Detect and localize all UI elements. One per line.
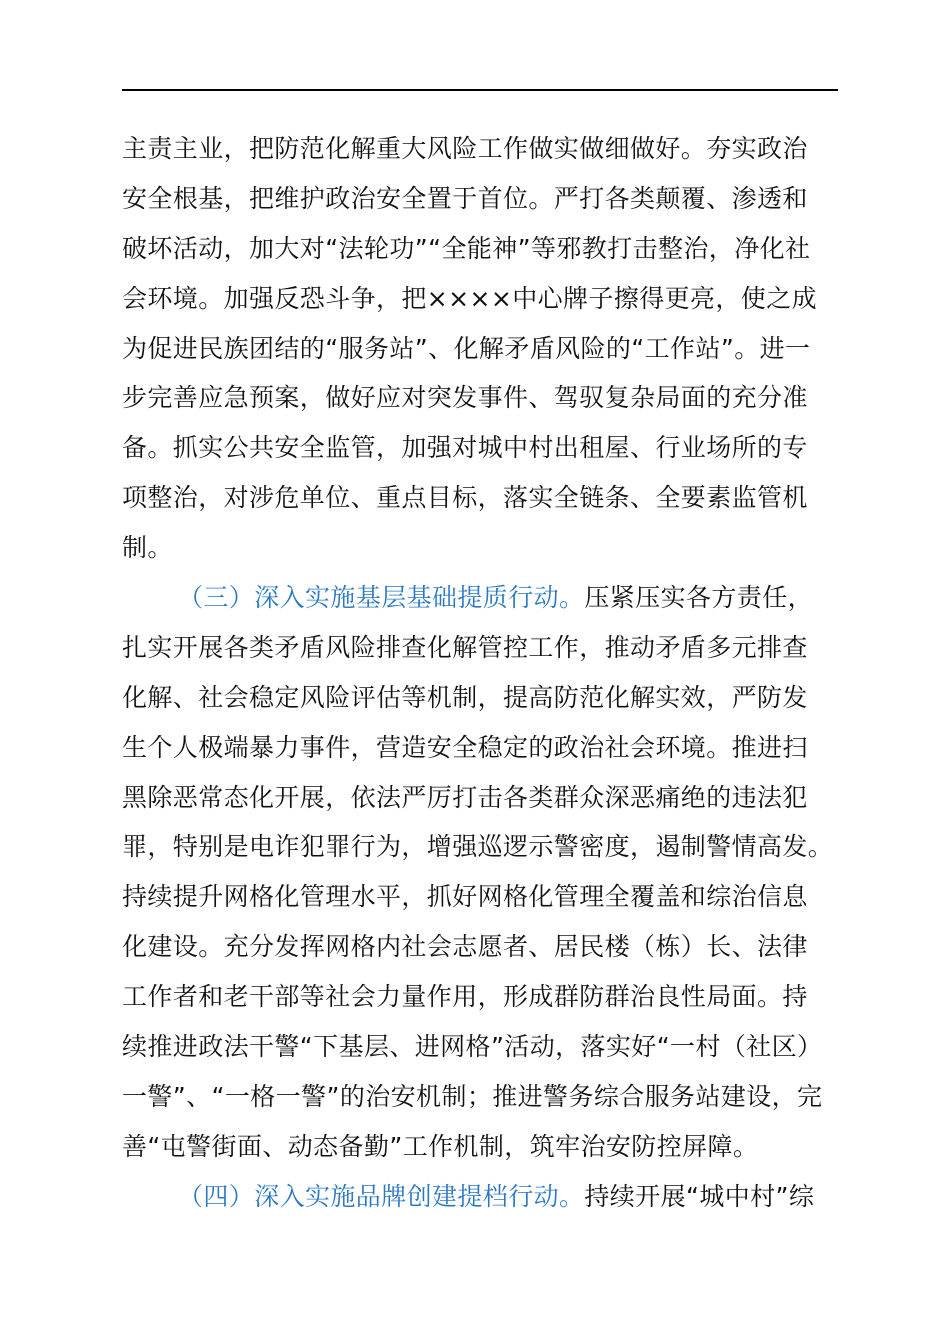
text-line (122, 523, 838, 573)
line-text: 会环境。加强反恐斗争，把××××中心牌子擦得更亮，使之成 (122, 283, 817, 313)
text-line (122, 1072, 838, 1122)
text-line (122, 872, 838, 922)
line-text: 安全根基，把维护政治安全置于首位。严打各类颠覆、渗透和 (122, 183, 808, 213)
line-text: 项整治，对涉危单位、重点目标，落实全链条、全要素监管机 (122, 483, 808, 513)
text-line (122, 773, 838, 823)
line-text: 黑除恶常态化开展，依法严厉打击各类群众深恶痛绝的违法犯 (122, 782, 808, 812)
line-text: 为促进民族团结的“服务站”、化解矛盾风险的“工作站”。进一 (122, 333, 811, 363)
text-line (122, 274, 838, 324)
line-text: 步完善应急预案，做好应对突发事件、驾驭复杂局面的充分准 (122, 383, 808, 413)
text-line (122, 373, 838, 423)
line-text: 破坏活动，加大对“法轮功”“全能神”等邪教打击整治，净化社 (122, 233, 811, 263)
section-heading: （四）深入实施品牌创建提档行动。 (178, 1181, 585, 1211)
text-line (122, 623, 838, 673)
text-line (122, 1122, 838, 1172)
line-text: 备。抓实公共安全监管，加强对城中村出租屋、行业场所的专 (122, 433, 808, 463)
line-text: 制。 (122, 533, 173, 563)
section-heading: （三）深入实施基层基础提质行动。 (178, 583, 585, 613)
line-text: 工作者和老干部等社会力量作用，形成群防群治良性局面。持 (122, 982, 808, 1012)
line-text: 生个人极端暴力事件，营造安全稳定的政治社会环境。推进扫 (122, 732, 808, 762)
text-line (122, 723, 838, 773)
line-text: 化解、社会稳定风险评估等机制，提高防范化解实效，严防发 (122, 682, 808, 712)
line-text: 善“屯警街面、动态备勤”工作机制，筑牢治安防控屏障。 (122, 1131, 759, 1161)
text-line (122, 972, 838, 1022)
line-text: 扎实开展各类矛盾风险排查化解管控工作，推动矛盾多元排查 (122, 632, 808, 662)
section-heading-line (122, 1172, 838, 1222)
text-line (122, 1022, 838, 1072)
text-line (122, 324, 838, 374)
line-text: 化建设。充分发挥网格内社会志愿者、居民楼（栋）长、法律 (122, 932, 808, 962)
section-heading-line (122, 573, 838, 623)
text-line (122, 174, 838, 224)
line-text: 续推进政法干警“下基层、进网格”活动，落实好“一村（社区） (122, 1032, 823, 1062)
text-line (122, 822, 838, 872)
text-line (122, 224, 838, 274)
text-line (122, 124, 838, 174)
body-text (122, 124, 838, 1222)
line-text: 罪，特别是电诈犯罪行为，增强巡逻示警密度，遏制警情高发。 (122, 832, 834, 862)
line-text: 持续开展“城中村”综 (584, 1181, 815, 1211)
text-line (122, 922, 838, 972)
text-line (122, 423, 838, 473)
text-line (122, 473, 838, 523)
line-text: 压紧压实各方责任， (584, 583, 814, 613)
line-text: 一警”、“一格一警”的治安机制；推进警务综合服务站建设，完 (122, 1081, 823, 1111)
text-line (122, 673, 838, 723)
line-text: 主责主业，把防范化解重大风险工作做实做细做好。夯实政治 (122, 134, 808, 163)
line-text: 持续提升网格化管理水平，抓好网格化管理全覆盖和综治信息 (122, 882, 808, 912)
header-rule (122, 89, 838, 91)
